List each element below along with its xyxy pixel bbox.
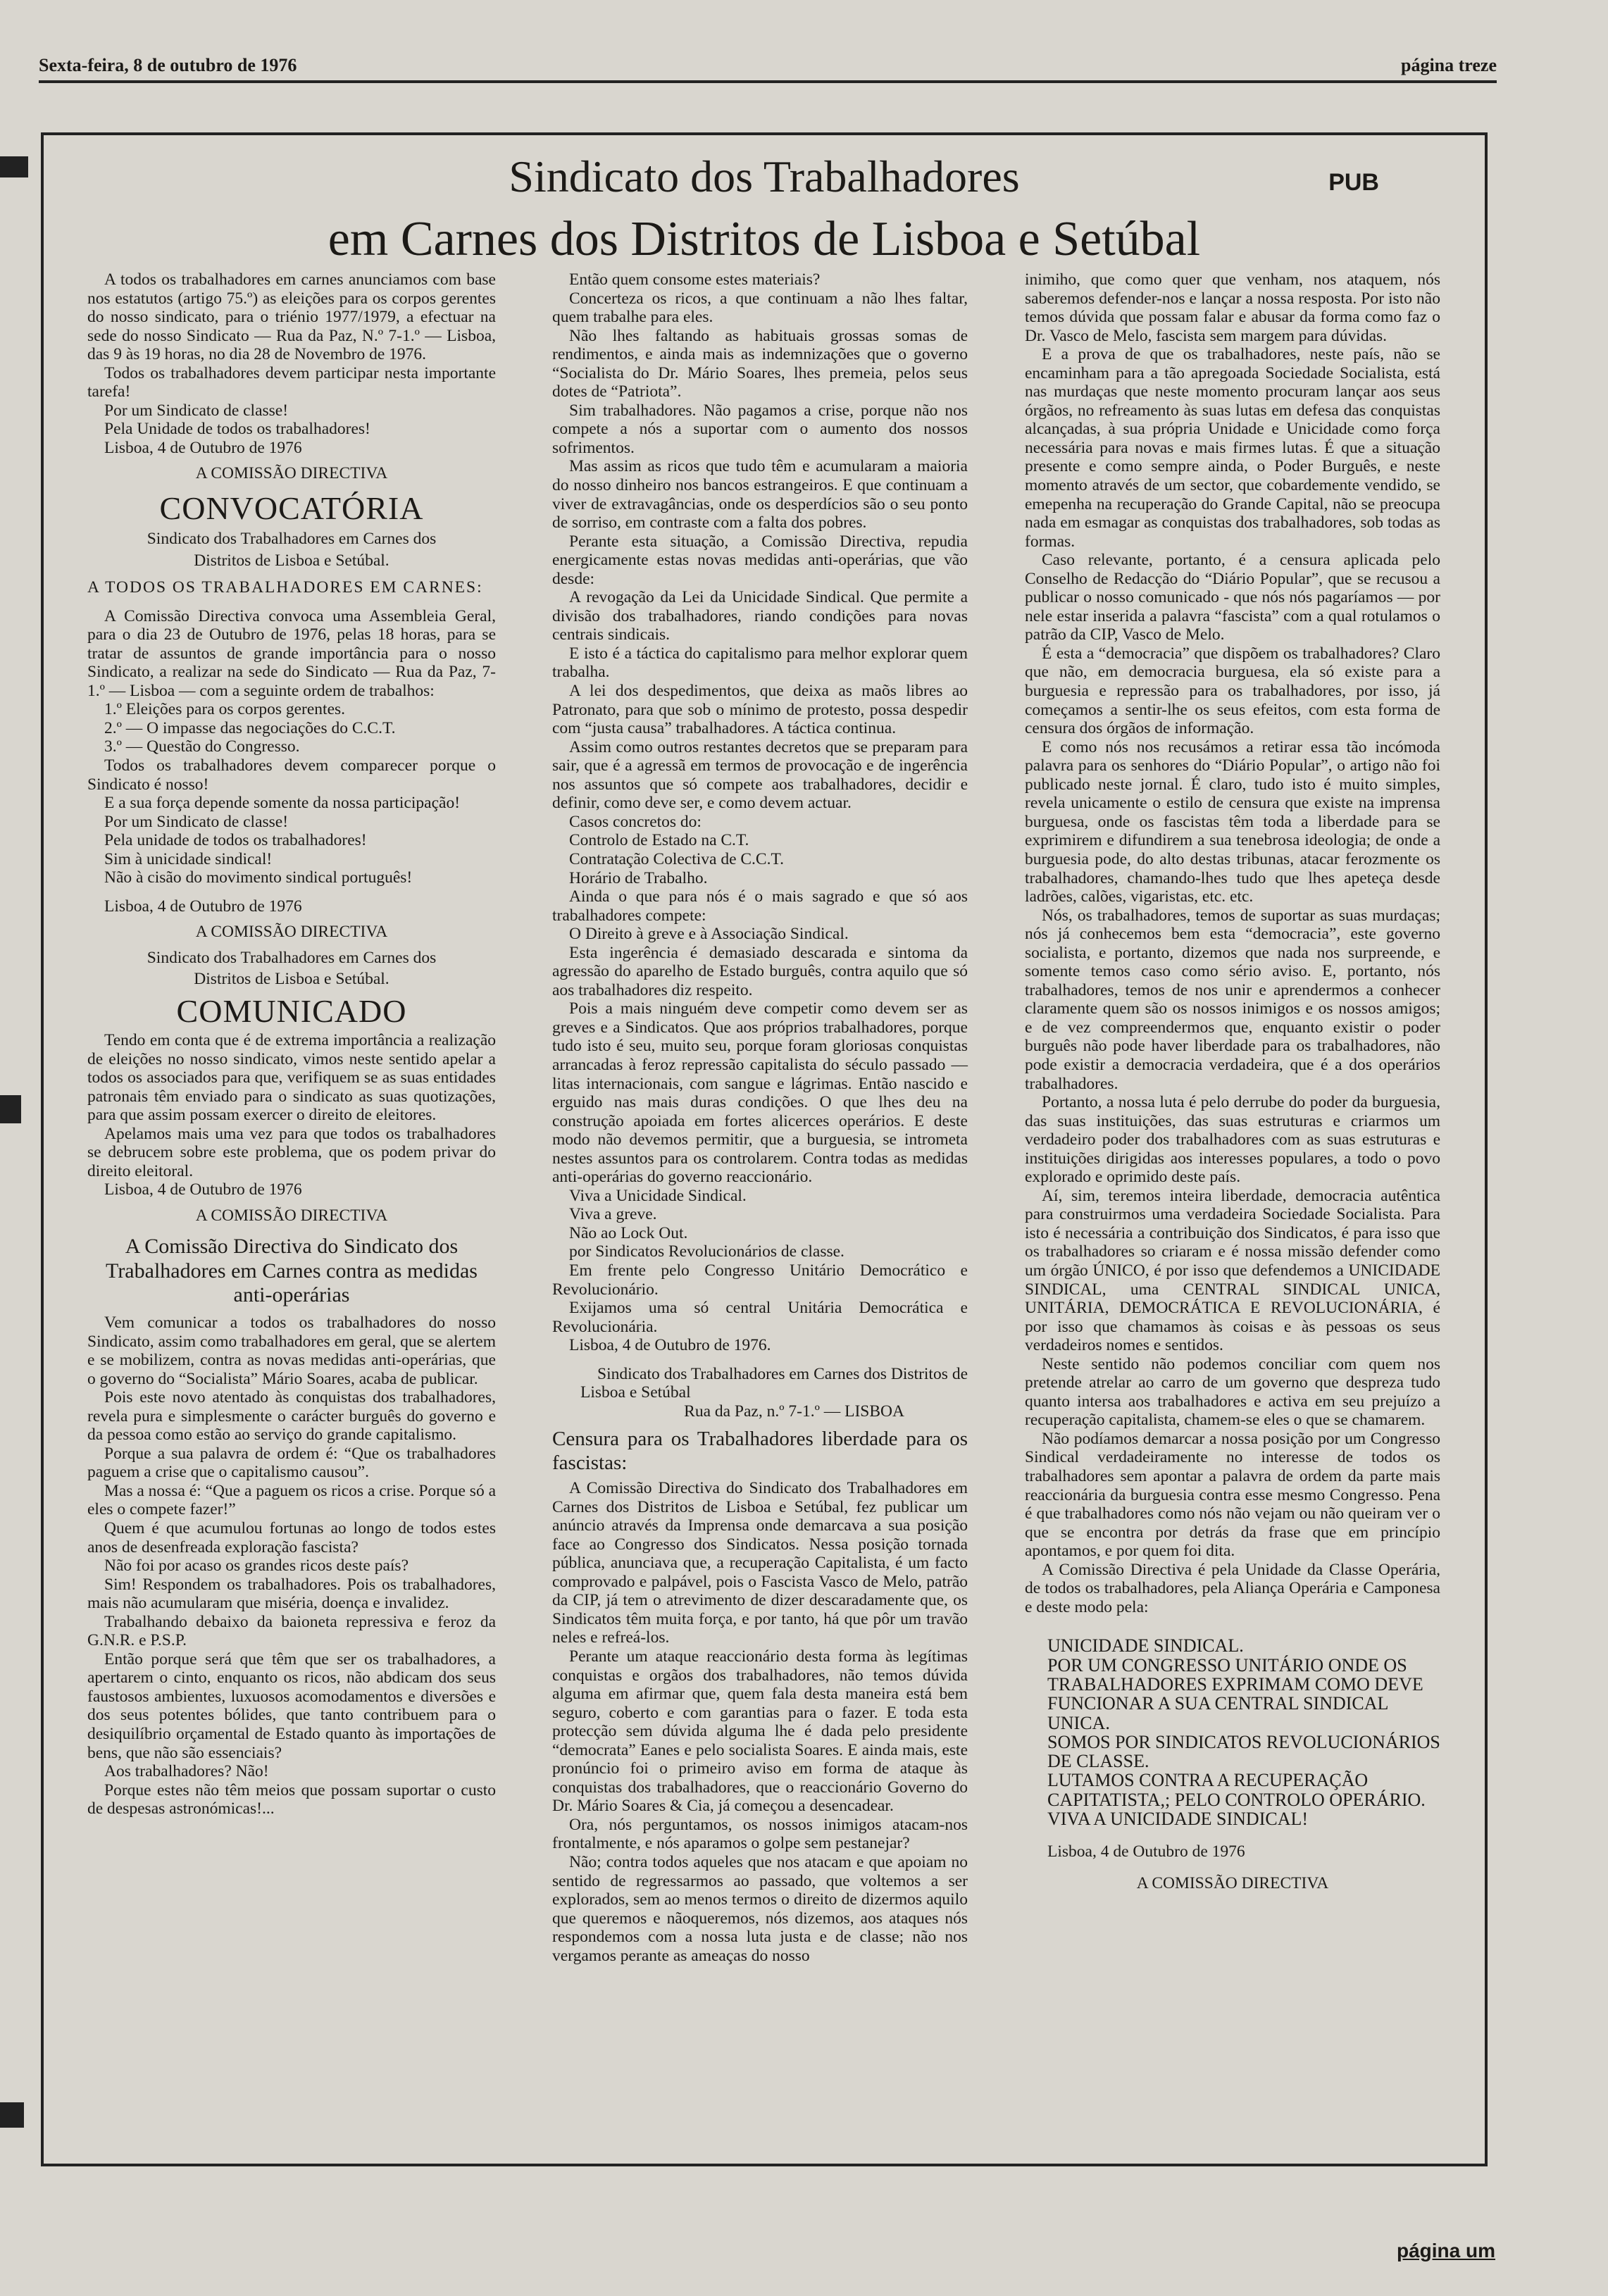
paragraph: Neste sentido não podemos conciliar com quem nos pretende atrelar ao carro de um governo que despreza tudo quanto intersa aos trabalhadores e activa em seu prejuízo a recuperação capitalista, chamem-se eles o que se chamarem. bbox=[1025, 1354, 1440, 1430]
date-line: Lisboa, 4 de Outubro de 1976 bbox=[104, 897, 302, 916]
paragraph: Sim! Respondem os trabalhadores. Pois os trabalhadores, mais não acumularam que miséria, doença e invalidez. bbox=[87, 1575, 496, 1613]
agenda-item: 1.º Eleições para os corpos gerentes. bbox=[104, 700, 346, 719]
paragraph: Por um Sindicato de classe! bbox=[104, 401, 289, 420]
paragraph: Trabalhando debaixo da baioneta repressiva e feroz da G.N.R. e P.S.P. bbox=[87, 1612, 496, 1650]
slogan-block bbox=[1047, 1636, 1440, 1828]
paragraph: E isto é a táctica do capitalismo para melhor explorar quem trabalha. bbox=[552, 644, 968, 682]
slogan: SOMOS POR SINDICATOS REVOLUCIONÁRIOS DE CLASSE. bbox=[1047, 1731, 1440, 1772]
paragraph: Ainda o que para nós é o mais sagrado e que só aos trabalhadores compete: bbox=[552, 887, 968, 925]
signature: A COMISSÃO DIRECTIVA bbox=[195, 1206, 388, 1225]
signature: A COMISSÃO DIRECTIVA bbox=[1136, 1873, 1329, 1892]
slogan: Viva a Unicidade Sindical. bbox=[569, 1186, 747, 1205]
paragraph: A Comissão Directiva é pela Unidade da Classe Operária, de todos os trabalhadores, pela Aliança Operária e Camponesa e deste modo pela: bbox=[1025, 1560, 1440, 1616]
signature: A COMISSÃO DIRECTIVA bbox=[195, 464, 388, 483]
column-1 bbox=[87, 270, 496, 1818]
running-header bbox=[39, 52, 1497, 83]
censura-title: Censura para os Trabalhadores liberdade para os fascistas: bbox=[552, 1428, 968, 1474]
paragraph: Horário de Trabalho. bbox=[569, 868, 708, 887]
paragraph: A lei dos despedimentos, que deixa as maõs libres ao Patronato, para que sob o mínimo de protesto, possa despedir com “justa causa” trabalhadores. A táctica continua. bbox=[552, 682, 968, 738]
slogan: Não ao Lock Out. bbox=[569, 1223, 688, 1242]
paragraph: Então quem consome estes materiais? bbox=[569, 270, 821, 289]
agenda-item: 3.º — Questão do Congresso. bbox=[104, 737, 300, 756]
slogan: por Sindicatos Revolucionários de classe. bbox=[569, 1242, 844, 1261]
paragraph: É esta a “democracia” que dispõem os trabalhadores? Claro que não, em democracia burguesa, ela só existe para a burguesia e repressão para os trabalhadores, por isso, já começamos a sentir-lhe os seus efeitos, com esta forma de censura dos órgãos de informação. bbox=[1025, 644, 1440, 738]
column-2 bbox=[552, 270, 968, 1965]
date-line: Lisboa, 4 de Outubro de 1976 bbox=[104, 1180, 302, 1199]
paragraph: Não podíamos demarcar a nossa posição por um Congresso Sindical verdadeiramente no interesse de todos os trabalhadores sem apontar a palavra de ordem da parte mais reaccionária da burguesia contra esse mesmo Congresso. Pena é que trabalhadores como nós não vejam ou não queiram ver o que se encontra por detrás da frase que em princípio apontamos, e por quem foi dita. bbox=[1025, 1429, 1440, 1561]
scan-artifact bbox=[0, 2102, 24, 2128]
pub-label: PUB bbox=[1328, 169, 1379, 196]
paragraph: Mas assim as ricos que tudo têm e acumularam a maioria do nosso dinheiro nos bancos estrangeiros. E que continuam a viver de extravagâncias, onde os desperdícios são o seu ponto de sorriso, em contraste com a falta dos pobres. bbox=[552, 457, 968, 532]
paragraph: Não foi por acaso os grandes ricos deste país? bbox=[104, 1556, 409, 1576]
paragraph: A Comissão Directiva do Sindicato dos Trabalhadores em Carnes dos Distritos de Lisboa e Setúbal, fez publicar um anúncio através da Imprensa onde demarcava a sua posição face ao Congresso dos Sindicatos. Nessa posição tornada pública, anunciava que, a recuperação Capitalista, é um facto comprovado e palpável, pois o Fascista Vasco de Melo, patrão da CIP, já tem o atrevimento de dizer descaradamente que, os Sindicatos têm muita força, e por tanto, há que pôr um travão neles e refreá-los. bbox=[552, 1479, 968, 1647]
paragraph: Aos trabalhadores? Não! bbox=[104, 1762, 269, 1781]
paragraph: Ora, nós perguntamos, os nossos inimigos atacam-nos frontalmente, e nós aparamos o golpe sem pestanejar? bbox=[552, 1815, 968, 1853]
slogan: Por um Sindicato de classe! bbox=[104, 812, 289, 831]
convocatoria-subtitle: Distritos de Lisboa e Setúbal. bbox=[194, 551, 389, 570]
paragraph: Porque a sua palavra de ordem é: “Que os trabalhadores paguem a crise que o capitalismo causou”. bbox=[87, 1444, 496, 1482]
paragraph: Contratação Colectiva de C.C.T. bbox=[569, 849, 784, 868]
column-3 bbox=[1025, 270, 1440, 1899]
paragraph: Sim trabalhadores. Não pagamos a crise, porque não nos compete a nós a suportar com o aumento dos nossos sofrimentos. bbox=[552, 401, 968, 457]
paragraph: Esta ingerência é demasiado descarada e sintoma da agressão do aparelho de Estado burguês, contra aquilo que só aos trabalhadores diz respeito. bbox=[552, 943, 968, 999]
advertisement-frame bbox=[41, 132, 1488, 2166]
paragraph: Concerteza os ricos, a que continuam a não lhes faltar, quem trabalhe para eles. bbox=[552, 289, 968, 327]
paragraph: Apelamos mais uma vez para que todos os trabalhadores se debrucem sobre este problema, que os podem privar do direito eleitoral. bbox=[87, 1124, 496, 1180]
slogan: POR UM CONGRESSO UNITÁRIO ONDE OS TRABALHADORES EXPRIMAM COMO DEVE FUNCIONAR A SUA CENTRAL SINDICAL UNICA. bbox=[1047, 1654, 1423, 1733]
paragraph: Tendo em conta que é de extrema importância a realização de eleições no nosso sindicato, vimos neste sentido apelar a todos os associados para que, verifiquem se as suas entidades patronais têm enviado para o sindicato as suas quotizações, para que assim possam exercer o direito de eleitores. bbox=[87, 1030, 496, 1125]
paragraph: Controlo de Estado na C.T. bbox=[569, 831, 749, 850]
slogan: UNICIDADE SINDICAL. bbox=[1047, 1635, 1244, 1657]
paragraph: Mas a nossa é: “Que a paguem os ricos a crise. Porque só a eles o compete fazer!” bbox=[87, 1481, 497, 1519]
paragraph: Todos os trabalhadores devem participar nesta importante tarefa! bbox=[87, 363, 496, 401]
slogan: Em frente pelo Congresso Unitário Democrático e Revolucionário. bbox=[552, 1261, 968, 1299]
paragraph: Lisboa, 4 de Outubro de 1976 bbox=[104, 438, 302, 457]
convocatoria-subtitle: Sindicato dos Trabalhadores em Carnes dos bbox=[147, 529, 437, 548]
slogan: Exijamos uma só central Unitária Democrática e Revolucionária. bbox=[552, 1299, 968, 1336]
paragraph: E como nós nos recusámos a retirar essa tão incómoda palavra para os senhores do “Diário Popular”, o artigo não foi publicado neste jornal. É claro, tudo isto é muito simples, revela unicamente o estilo de censura que existe na imprensa burguesa, onde os fascistas têm toda a liberdade para se exprimirem e difundirem a sua tenebrosa ideologia; de onde a burguesia pode, do alto destas tribunas, atacar ferozmente os trabalhadores, chamando-lhes tudo que lhes apeteça desde ladrões, calões, vigaristas, etc. etc. bbox=[1025, 737, 1440, 906]
signature: A COMISSÃO DIRECTIVA bbox=[195, 923, 388, 942]
paragraph: Porque estes não têm meios que possam suportar o custo de despesas astronómicas!... bbox=[87, 1780, 496, 1818]
paragraph: Todos os trabalhadores devem comparecer porque o Sindicato é nosso! bbox=[87, 756, 496, 794]
date-line: Lisboa, 4 de Outubro de 1976 bbox=[1047, 1842, 1245, 1861]
paragraph: inimiho, que como quer que venham, nos ataquem, nós saberemos defender-nos e lançar a nossa resposta. Por isto não temos dúvida que possam falar e abusar da forma como faz o Dr. Vasco de Melo, fascista sem margem para dúvidas. bbox=[1025, 270, 1440, 345]
convocatoria-title: CONVOCATÓRIA bbox=[159, 490, 424, 527]
scan-artifact bbox=[0, 1095, 21, 1123]
paragraph: Pela Unidade de todos os trabalhadores! bbox=[104, 420, 370, 439]
paragraph: Caso relevante, portanto, é a censura aplicada pelo Conselho de Redacção do “Diário Popular”, que se recusou a publicar o nosso comunicado - que nós nós pagaríamos — por nele estar inserida a palavra “fascista” com a qual rotulamos o patrão da CIP, Vasco de Melo. bbox=[1025, 551, 1440, 644]
signature-block: Sindicato dos Trabalhadores em Carnes dos Distritos de Lisboa e Setúbal bbox=[580, 1364, 968, 1402]
paragraph: Perante esta situação, a Comissão Directiva, repudia energicamente estas novas medidas anti-operárias, que vão desde: bbox=[552, 532, 968, 588]
paragraph: Portanto, a nossa luta é pelo derrube do poder da burguesia, das suas instituições, das suas estruturas e criarmos um verdadeiro poder dos trabalhadores com as suas estruturas e instituições dirigidas aos interesses populares, a todo o povo explorado e oprimido deste país. bbox=[1025, 1093, 1440, 1187]
headline-line1: Sindicato dos Trabalhadores bbox=[509, 151, 1020, 201]
slogan: Não à cisão do movimento sindical português! bbox=[104, 868, 413, 887]
article-title: A Comissão Directiva do Sindicato dos Trabalhadores em Carnes contra as medidas anti-operárias bbox=[106, 1235, 478, 1307]
signature-subtitle: Sindicato dos Trabalhadores em Carnes dos bbox=[147, 948, 437, 967]
slogan: LUTAMOS CONTRA A RECUPERAÇÃO CAPITATISTA,; PELO CONTROLO OPERÁRIO. bbox=[1047, 1770, 1426, 1810]
paragraph: Aí, sim, teremos inteira liberdade, democracia autêntica para construirmos uma verdadeira Sociedade Socialista. Para isto é necessária a contribuição dos Sindicatos, é para isso que os trabalhadores so criaram e é nossa missão defender como um órgão ÚNICO, é por isso que defendemos a UNICIDADE SINDICAL, uma CENTRAL SINDICAL UNICA, UNITÁRIA, DEMOCRÁTICA E REVOLUCIONÁRIA, é por isso que chamamos às coisas e às pessoas os seus verdadeiros nomes e sentidos. bbox=[1025, 1186, 1440, 1355]
date-line: Lisboa, 4 de Outubro de 1976. bbox=[569, 1336, 771, 1355]
paragraph: Assim como outros restantes decretos que se preparam para sair, que é a agressã em termos de provocação e de ingerência nos assuntos que só compete aos trabalhadores, decidir e definir, como deve ser, e como devem actuar. bbox=[552, 737, 968, 813]
paragraph: Casos concretos do: bbox=[569, 812, 702, 831]
paragraph: E a sua força depende somente da nossa participação! bbox=[104, 794, 461, 813]
paragraph: Vem comunicar a todos os trabalhadores do nosso Sindicato, assim como trabalhadores em geral, que se alertem e se mobilizem, contra as novas medidas anti-operárias, que o governo do “Socialista” Mário Soares, acaba de publicar. bbox=[87, 1313, 496, 1388]
signature-address: Rua da Paz, n.º 7-1.º — LISBOA bbox=[684, 1402, 904, 1421]
paragraph: Perante um ataque reaccionário desta forma às legítimas conquistas e orgãos dos trabalhadores, não temos dúvida alguma em afirmar que, quem fala desta maneira está bem seguro, coberto e com garantias para o fazer. E toda esta protecção sem dúvida alguma lhe é dada pelo presidente “democrata” Eanes e pelo socialista Soares. E ainda mais, este pronúncio foi o primeiro aviso em forma de ataque às conquistas dos trabalhadores, que o reaccionário Governo do Dr. Mário Soares & Cia, já começou a desencadear. bbox=[552, 1647, 968, 1816]
paragraph: Pois este novo atentado às conquistas dos trabalhadores, revela pura e simplesmente o carácter burguês do governo e da pessoa como estão ao serviço do grande capitalismo. bbox=[87, 1388, 496, 1445]
comunicado-title: COMUNICADO bbox=[176, 993, 407, 1030]
paragraph: A revogação da Lei da Unicidade Sindical. Que permite a divisão dos trabalhadores, riando condições para novas centrais sindicais. bbox=[552, 588, 968, 644]
paragraph: Pois a mais ninguém deve competir como devem ser as greves e a Sindicatos. Que aos próprios trabalhadores, porque tudo isto é seu, muito seu, porque foram gloriosas conquistas arrancadas à feroz repressão capitalista do século passado — litas internacionais, com sangue e lágrimas. Então nascido e erguido nas mais duras condições. O que lhes deu na construção apoiada em fortes alicerces operários. E deste modo não devemos permitir, que a burguesia, se intrometa nestes assuntos para os controlarem. Contra todas as medidas anti-operárias do governo reaccionário. bbox=[552, 999, 968, 1187]
paragraph: O Direito à greve e à Associação Sindical. bbox=[569, 925, 849, 944]
paragraph: Nós, os trabalhadores, temos de suportar as suas murdaças; nós já conhecemos bem esta “democracia”, este governo socialista, e portanto, dizemos que nada nos surpreende, e somente temos caso como sério aviso. E, portanto, nós trabalhadores, temos de nos unir e aprendermos a conhecer claramente quem são os nossos inimigos e os nossos amigos; e de vez compreendermos que, enquanto existir o poder burguês não pode haver liberdade para os trabalhadores, não pode existir a democracia verdadeira, que é a dos operários trabalhadores. bbox=[1025, 906, 1440, 1093]
scan-artifact bbox=[0, 156, 28, 177]
page-number: página treze bbox=[1401, 55, 1497, 75]
paragraph: A Comissão Directiva convoca uma Assembleia Geral, para o dia 23 de Outubro de 1976, pelas 18 horas, para se tratar de assuntos de grande importância para o nosso Sindicato, a realizar na sede do Sindicato — Rua da Paz, 7-1.º — Lisboa — com a seguinte ordem de trabalhos: bbox=[87, 606, 496, 700]
slogan: Viva a greve. bbox=[569, 1205, 657, 1224]
headline-line2: em Carnes dos Distritos de Lisboa e Setúbal bbox=[328, 212, 1201, 266]
slogan: VIVA A UNICIDADE SINDICAL! bbox=[1047, 1809, 1309, 1830]
footer-label: página um bbox=[1396, 2240, 1495, 2261]
agenda-item: 2.º — O impasse das negociações do C.C.T. bbox=[104, 718, 396, 737]
signature-subtitle: Distritos de Lisboa e Setúbal. bbox=[194, 970, 389, 989]
paragraph: A todos os trabalhadores em carnes anunciamos com base nos estatutos (artigo 75.º) as eleições para os corpos gerentes do nosso sindicato, para o triénio 1977/1979, a efectuar na sede do nosso Sindicato — Rua da Paz, N.º 7-1.º — Lisboa, das 9 às 19 horas, no dia 28 de Novembro de 1976. bbox=[87, 270, 496, 364]
paragraph: Então porque será que têm que ser os trabalhadores, a apertarem o cinto, enquanto os ricos, não abdicam dos seus faustosos ambientes, luxuosos acomodamentos e diversões e dos seus potentes bólides, que tanto contribuem para o desiquilíbrio orçamental de Estado quanto às importações de bens, que não são essenciais? bbox=[87, 1649, 496, 1762]
issue-date: Sexta-feira, 8 de outubro de 1976 bbox=[39, 55, 297, 75]
slogan: Sim à unicidade sindical! bbox=[104, 849, 273, 868]
paragraph: Não; contra todos aqueles que nos atacam e que apoiam no sentido de regressarmos ao passado, que voltemos a ser explorados, sem ao menos termos o direito de dizermos aquilo que queremos e nãoqueremos, nós dizemos, aos ataques nós respondemos com a nossa luta justa e de classe; não nos vergamos perante as ameaças do nosso bbox=[552, 1852, 968, 1965]
convocatoria-address: A TODOS OS TRABALHADORES EM CARNES: bbox=[87, 578, 483, 597]
paragraph: Quem é que acumulou fortunas ao longo de todos estes anos de desenfreada exploração fascista? bbox=[87, 1518, 496, 1556]
paragraph: Não lhes faltando as habituais grossas somas de rendimentos, e ainda mais as indemnizações que o governo “Socialista do Dr. Mário Soares, lhes premeia, pelos seus dotes de “Patriota”. bbox=[552, 326, 968, 401]
slogan: Pela unidade de todos os trabalhadores! bbox=[104, 831, 367, 850]
paragraph: E a prova de que os trabalhadores, neste país, não se encaminham para a tão apregoada Sociedade Socialista, está nas murdaças que neste momento procuram lançar aos seus órgãos, no refreamento às suas lutas em defesa das conquistas alcançadas, à sua própria Unidade e Unicidade como força necessária para novas e mais firmes lutas. É que a situação presente e como sempre ainda, o Poder Burguês, e neste momento através de um sector, que cobardemente vendido, se emepenha na recuperação do Grande Capital, não se preocupa nada em esmagar as conquistas dos trabalhadores, sob todas as formas. bbox=[1025, 345, 1440, 551]
